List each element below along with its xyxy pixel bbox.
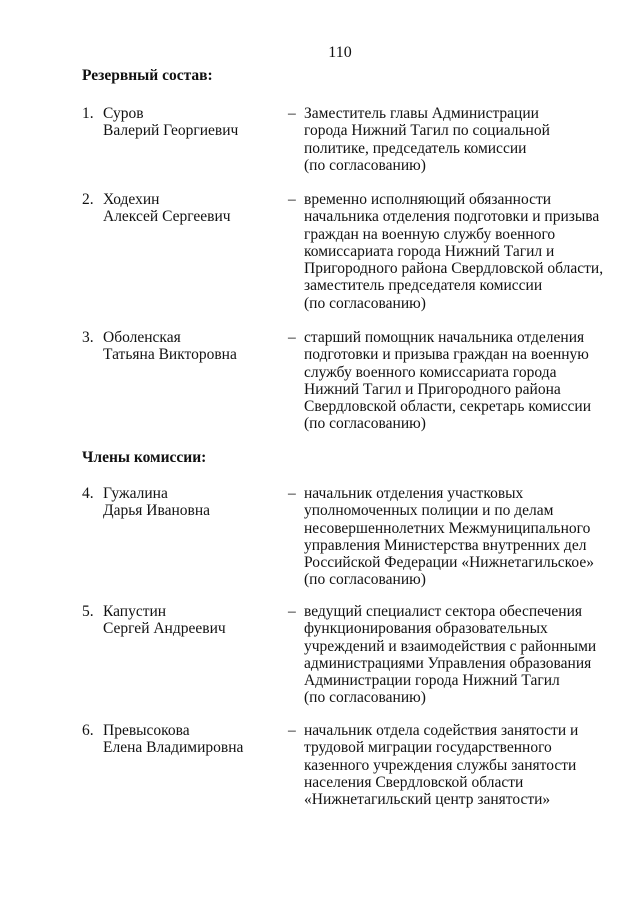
surname: Превысокова — [103, 722, 190, 739]
description-line: службу военного комиссариата города — [304, 363, 557, 381]
dash-separator: – — [288, 722, 296, 739]
description-line: старший помощник начальника отделения — [304, 329, 585, 346]
person-name — [103, 105, 278, 140]
description-line: заместитель председателя комиссии — [304, 277, 543, 295]
description-line: граждан на военную службу военного — [304, 225, 556, 243]
description-line: администрациями Управления образования — [304, 654, 592, 672]
position-description — [304, 191, 604, 312]
description-line: казенного учреждения службы занятости — [304, 756, 577, 774]
dash-separator: – — [288, 329, 296, 346]
description-line: Нижний Тагил и Пригородного района — [304, 380, 561, 398]
description-line: временно исполняющий обязанности — [304, 191, 552, 208]
surname: Суров — [103, 105, 144, 122]
description-line: политике, председатель комиссии — [304, 139, 527, 157]
given-names: Алексей Сергеевич — [103, 208, 231, 226]
description-line: Свердловской области, секретарь комиссии — [304, 398, 591, 416]
description-line: (по согласованию) — [304, 294, 426, 312]
section-heading-members: Члены комиссии: — [82, 449, 207, 466]
page-number: 110 — [328, 44, 352, 61]
item-number: 2. — [82, 191, 94, 208]
given-names: Дарья Ивановна — [103, 502, 211, 520]
description-line: (по согласованию) — [304, 571, 426, 589]
position-description — [304, 329, 604, 433]
position-description — [304, 105, 604, 174]
person-name — [103, 722, 278, 757]
person-name — [103, 191, 278, 226]
description-line: несовершеннолетних Межмуниципального — [304, 519, 591, 537]
description-line: начальника отделения подготовки и призыва — [304, 208, 600, 226]
dash-separator: – — [288, 191, 296, 208]
description-line: ведущий специалист сектора обеспечения — [304, 603, 583, 620]
description-line: учреждений и взаимодействия с районными — [304, 637, 597, 655]
description-line: управления Министерства внутренних дел — [304, 536, 587, 554]
description-line: (по согласованию) — [304, 415, 426, 433]
surname: Капустин — [103, 603, 167, 620]
position-description — [304, 603, 604, 707]
item-number: 4. — [82, 485, 94, 502]
position-description — [304, 485, 604, 589]
description-line: населения Свердловской области — [304, 773, 524, 791]
description-line: (по согласованию) — [304, 156, 426, 174]
person-name — [103, 603, 278, 638]
dash-separator: – — [288, 105, 296, 122]
item-number: 3. — [82, 329, 94, 346]
given-names: Татьяна Викторовна — [103, 346, 237, 364]
person-name — [103, 485, 278, 520]
position-description — [304, 722, 604, 808]
description-line: комиссариата города Нижний Тагил и — [304, 242, 555, 260]
dash-separator: – — [288, 603, 296, 620]
description-line: уполномоченных полиции и по делам — [304, 502, 554, 520]
dash-separator: – — [288, 485, 296, 502]
surname: Гужалина — [103, 485, 168, 502]
description-line: трудовой миграции государственного — [304, 739, 552, 757]
person-name — [103, 329, 278, 364]
item-number: 1. — [82, 105, 94, 122]
description-line: (по согласованию) — [304, 689, 426, 707]
given-names: Елена Владимировна — [103, 739, 244, 757]
item-number: 5. — [82, 603, 94, 620]
description-line: города Нижний Тагил по социальной — [304, 122, 550, 140]
surname: Ходехин — [103, 191, 160, 208]
surname: Оболенская — [103, 329, 181, 346]
description-line: начальник отделения участковых — [304, 485, 524, 502]
description-line: Пригородного района Свердловской области, — [304, 260, 604, 278]
description-line: начальник отдела содействия занятости и — [304, 722, 579, 739]
given-names: Валерий Георгиевич — [103, 122, 239, 140]
description-line: Заместитель главы Администрации — [304, 105, 539, 122]
given-names: Сергей Андреевич — [103, 620, 226, 638]
description-line: Российской Федерации «Нижнетагильское» — [304, 554, 594, 572]
item-number: 6. — [82, 722, 94, 739]
description-line: «Нижнетагильский центр занятости» — [304, 791, 551, 809]
description-line: Администрации города Нижний Тагил — [304, 672, 560, 690]
description-line: подготовки и призыва граждан на военную — [304, 346, 589, 364]
section-heading-reserve: Резервный состав: — [82, 67, 213, 84]
description-line: функционирования образовательных — [304, 620, 548, 638]
